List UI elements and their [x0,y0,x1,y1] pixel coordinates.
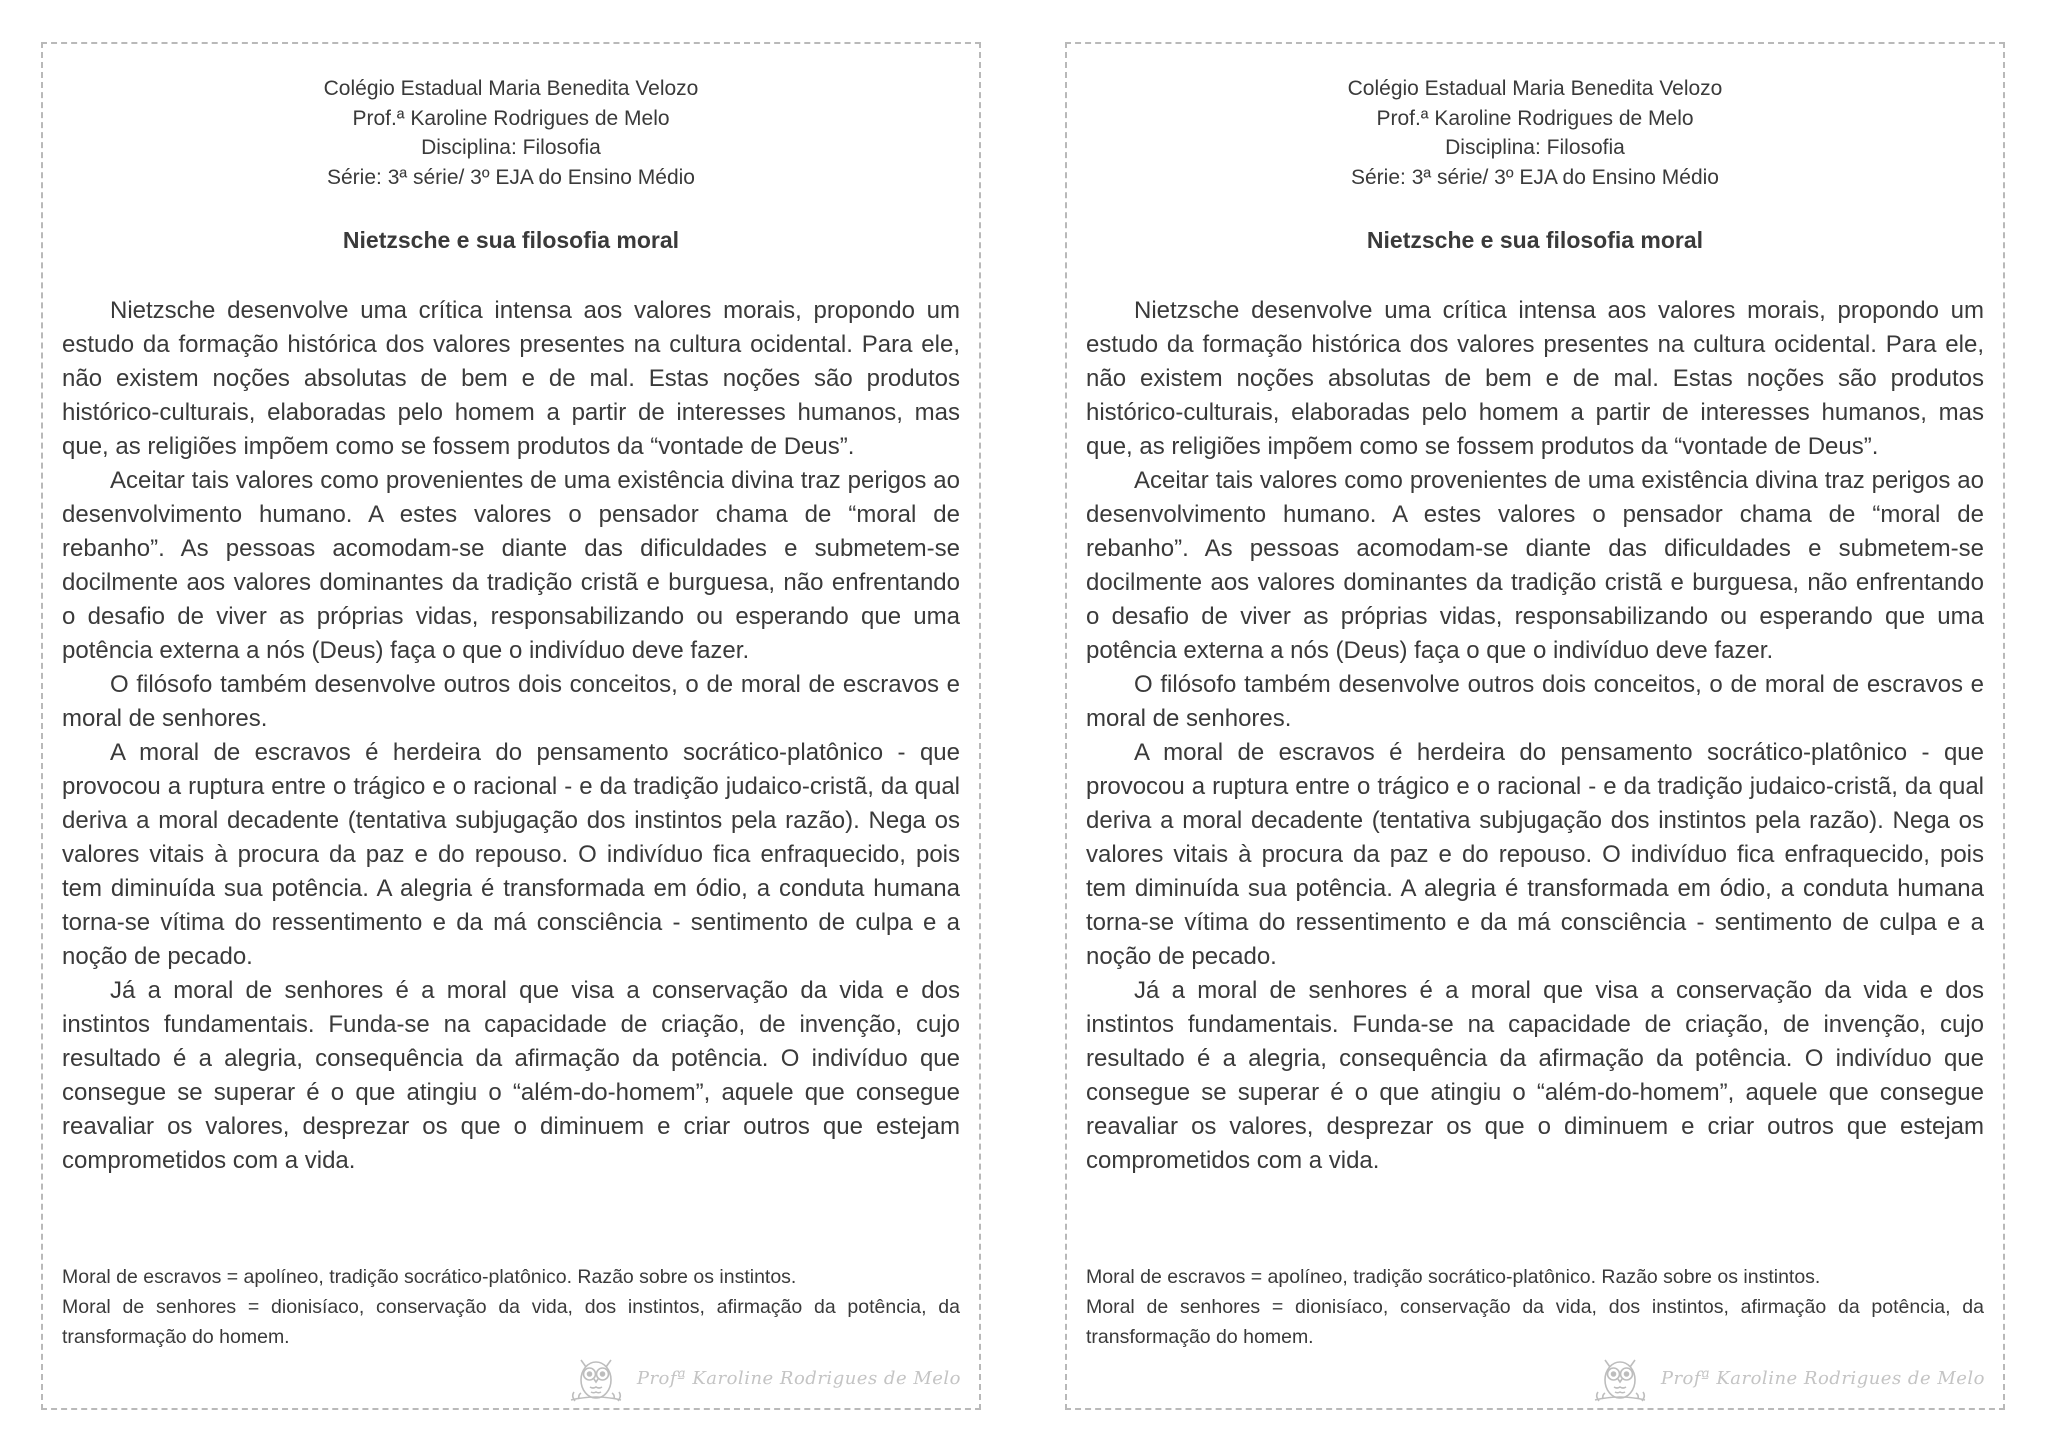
grade: Série: 3ª série/ 3º EJA do Ensino Médio [327,165,695,189]
paragraph: Já a moral de senhores é a moral que visa a conservação da vida e dos instintos fundamentais. Funda-se na capacidade de criação, de invenção, cujo resultado é a alegria, consequência da afirmação da potência. O indivíduo que consegue se superar é o que atingiu o “além-do-homem”, aquele que consegue reavaliar os valores, desprezar os que o diminuem e criar outros que estejam comprometidos com a vida. [1086,977,1984,1174]
teacher-name: Prof.ª Karoline Rodrigues de Melo [352,106,670,130]
owl-icon [567,1350,625,1406]
page-title: Nietzsche e sua filosofia moral [1366,227,1704,253]
note-line: Moral de senhores = dionisíaco, conservação da vida, dos instintos, afirmação da potência, da transformação do homem. [1086,1296,1984,1348]
worksheet-left [41,42,981,1410]
paragraph: Aceitar tais valores como provenientes de uma existência divina traz perigos ao desenvolvimento humano. A estes valores o pensador chama de “moral de rebanho”. As pessoas acomodam-se diante das dificuldades e submetem-se docilmente aos valores dominantes da tradição cristã e burguesa, não enfrentando o desafio de viver as próprias vidas, responsabilizando ou esperando que uma potência externa a nós (Deus) faça o que o indivíduo deve fazer. [1086,467,1984,664]
page-title: Nietzsche e sua filosofia moral [342,227,680,253]
header [1067,74,2003,192]
owl-icon [1591,1350,1649,1406]
body-text [62,294,960,1178]
worksheet-right [1065,42,2005,1410]
signature: Profª Karoline Rodrigues de Melo [1660,1367,1985,1389]
paragraph: A moral de escravos é herdeira do pensamento socrático-platônico - que provocou a ruptura entre o trágico e o racional - e da tradição judaico-cristã, da qual deriva a moral decadente (tentativa subjugação dos instintos pela razão). Nega os valores vitais à procura da paz e do repouso. O indivíduo fica enfraquecido, pois tem diminuída sua potência. A alegria é transformada em ódio, a conduta humana torna-se vítima do ressentimento e da má consciência - sentimento de culpa e a noção de pecado. [1086,739,1984,970]
footer [1591,1350,1985,1406]
paragraph: O filósofo também desenvolve outros dois conceitos, o de moral de escravos e moral de senhores. [1086,671,1984,732]
paragraph: A moral de escravos é herdeira do pensamento socrático-platônico - que provocou a ruptura entre o trágico e o racional - e da tradição judaico-cristã, da qual deriva a moral decadente (tentativa subjugação dos instintos pela razão). Nega os valores vitais à procura da paz e do repouso. O indivíduo fica enfraquecido, pois tem diminuída sua potência. A alegria é transformada em ódio, a conduta humana torna-se vítima do ressentimento e da má consciência - sentimento de culpa e a noção de pecado. [62,739,960,970]
signature: Profª Karoline Rodrigues de Melo [636,1367,961,1389]
grade: Série: 3ª série/ 3º EJA do Ensino Médio [1351,165,1719,189]
note-line: Moral de escravos = apolíneo, tradição socrático-platônico. Razão sobre os instintos. [1086,1266,1821,1288]
footer [567,1350,961,1406]
teacher-name: Prof.ª Karoline Rodrigues de Melo [1376,106,1694,130]
body-text [1086,294,1984,1178]
school-name: Colégio Estadual Maria Benedita Velozo [323,77,699,100]
paragraph: O filósofo também desenvolve outros dois conceitos, o de moral de escravos e moral de senhores. [62,671,960,732]
note-line: Moral de senhores = dionisíaco, conservação da vida, dos instintos, afirmação da potência, da transformação do homem. [62,1296,960,1348]
summary-notes [1086,1262,1984,1352]
header [43,74,979,192]
paragraph: Nietzsche desenvolve uma crítica intensa aos valores morais, propondo um estudo da formação histórica dos valores presentes na cultura ocidental. Para ele, não existem noções absolutas de bem e de mal. Estas noções são produtos histórico-culturais, elaboradas pelo homem a partir de interesses humanos, mas que, as religiões impõem como se fossem produtos da “vontade de Deus”. [62,297,960,460]
school-name: Colégio Estadual Maria Benedita Velozo [1347,77,1723,100]
note-line: Moral de escravos = apolíneo, tradição socrático-platônico. Razão sobre os instintos. [62,1266,797,1288]
subject: Disciplina: Filosofia [1445,136,1625,159]
paragraph: Já a moral de senhores é a moral que visa a conservação da vida e dos instintos fundamentais. Funda-se na capacidade de criação, de invenção, cujo resultado é a alegria, consequência da afirmação da potência. O indivíduo que consegue se superar é o que atingiu o “além-do-homem”, aquele que consegue reavaliar os valores, desprezar os que o diminuem e criar outros que estejam comprometidos com a vida. [62,977,960,1174]
paragraph: Aceitar tais valores como provenientes de uma existência divina traz perigos ao desenvolvimento humano. A estes valores o pensador chama de “moral de rebanho”. As pessoas acomodam-se diante das dificuldades e submetem-se docilmente aos valores dominantes da tradição cristã e burguesa, não enfrentando o desafio de viver as próprias vidas, responsabilizando ou esperando que uma potência externa a nós (Deus) faça o que o indivíduo deve fazer. [62,467,960,664]
subject: Disciplina: Filosofia [421,136,601,159]
summary-notes [62,1262,960,1352]
paragraph: Nietzsche desenvolve uma crítica intensa aos valores morais, propondo um estudo da formação histórica dos valores presentes na cultura ocidental. Para ele, não existem noções absolutas de bem e de mal. Estas noções são produtos histórico-culturais, elaboradas pelo homem a partir de interesses humanos, mas que, as religiões impõem como se fossem produtos da “vontade de Deus”. [1086,297,1984,460]
